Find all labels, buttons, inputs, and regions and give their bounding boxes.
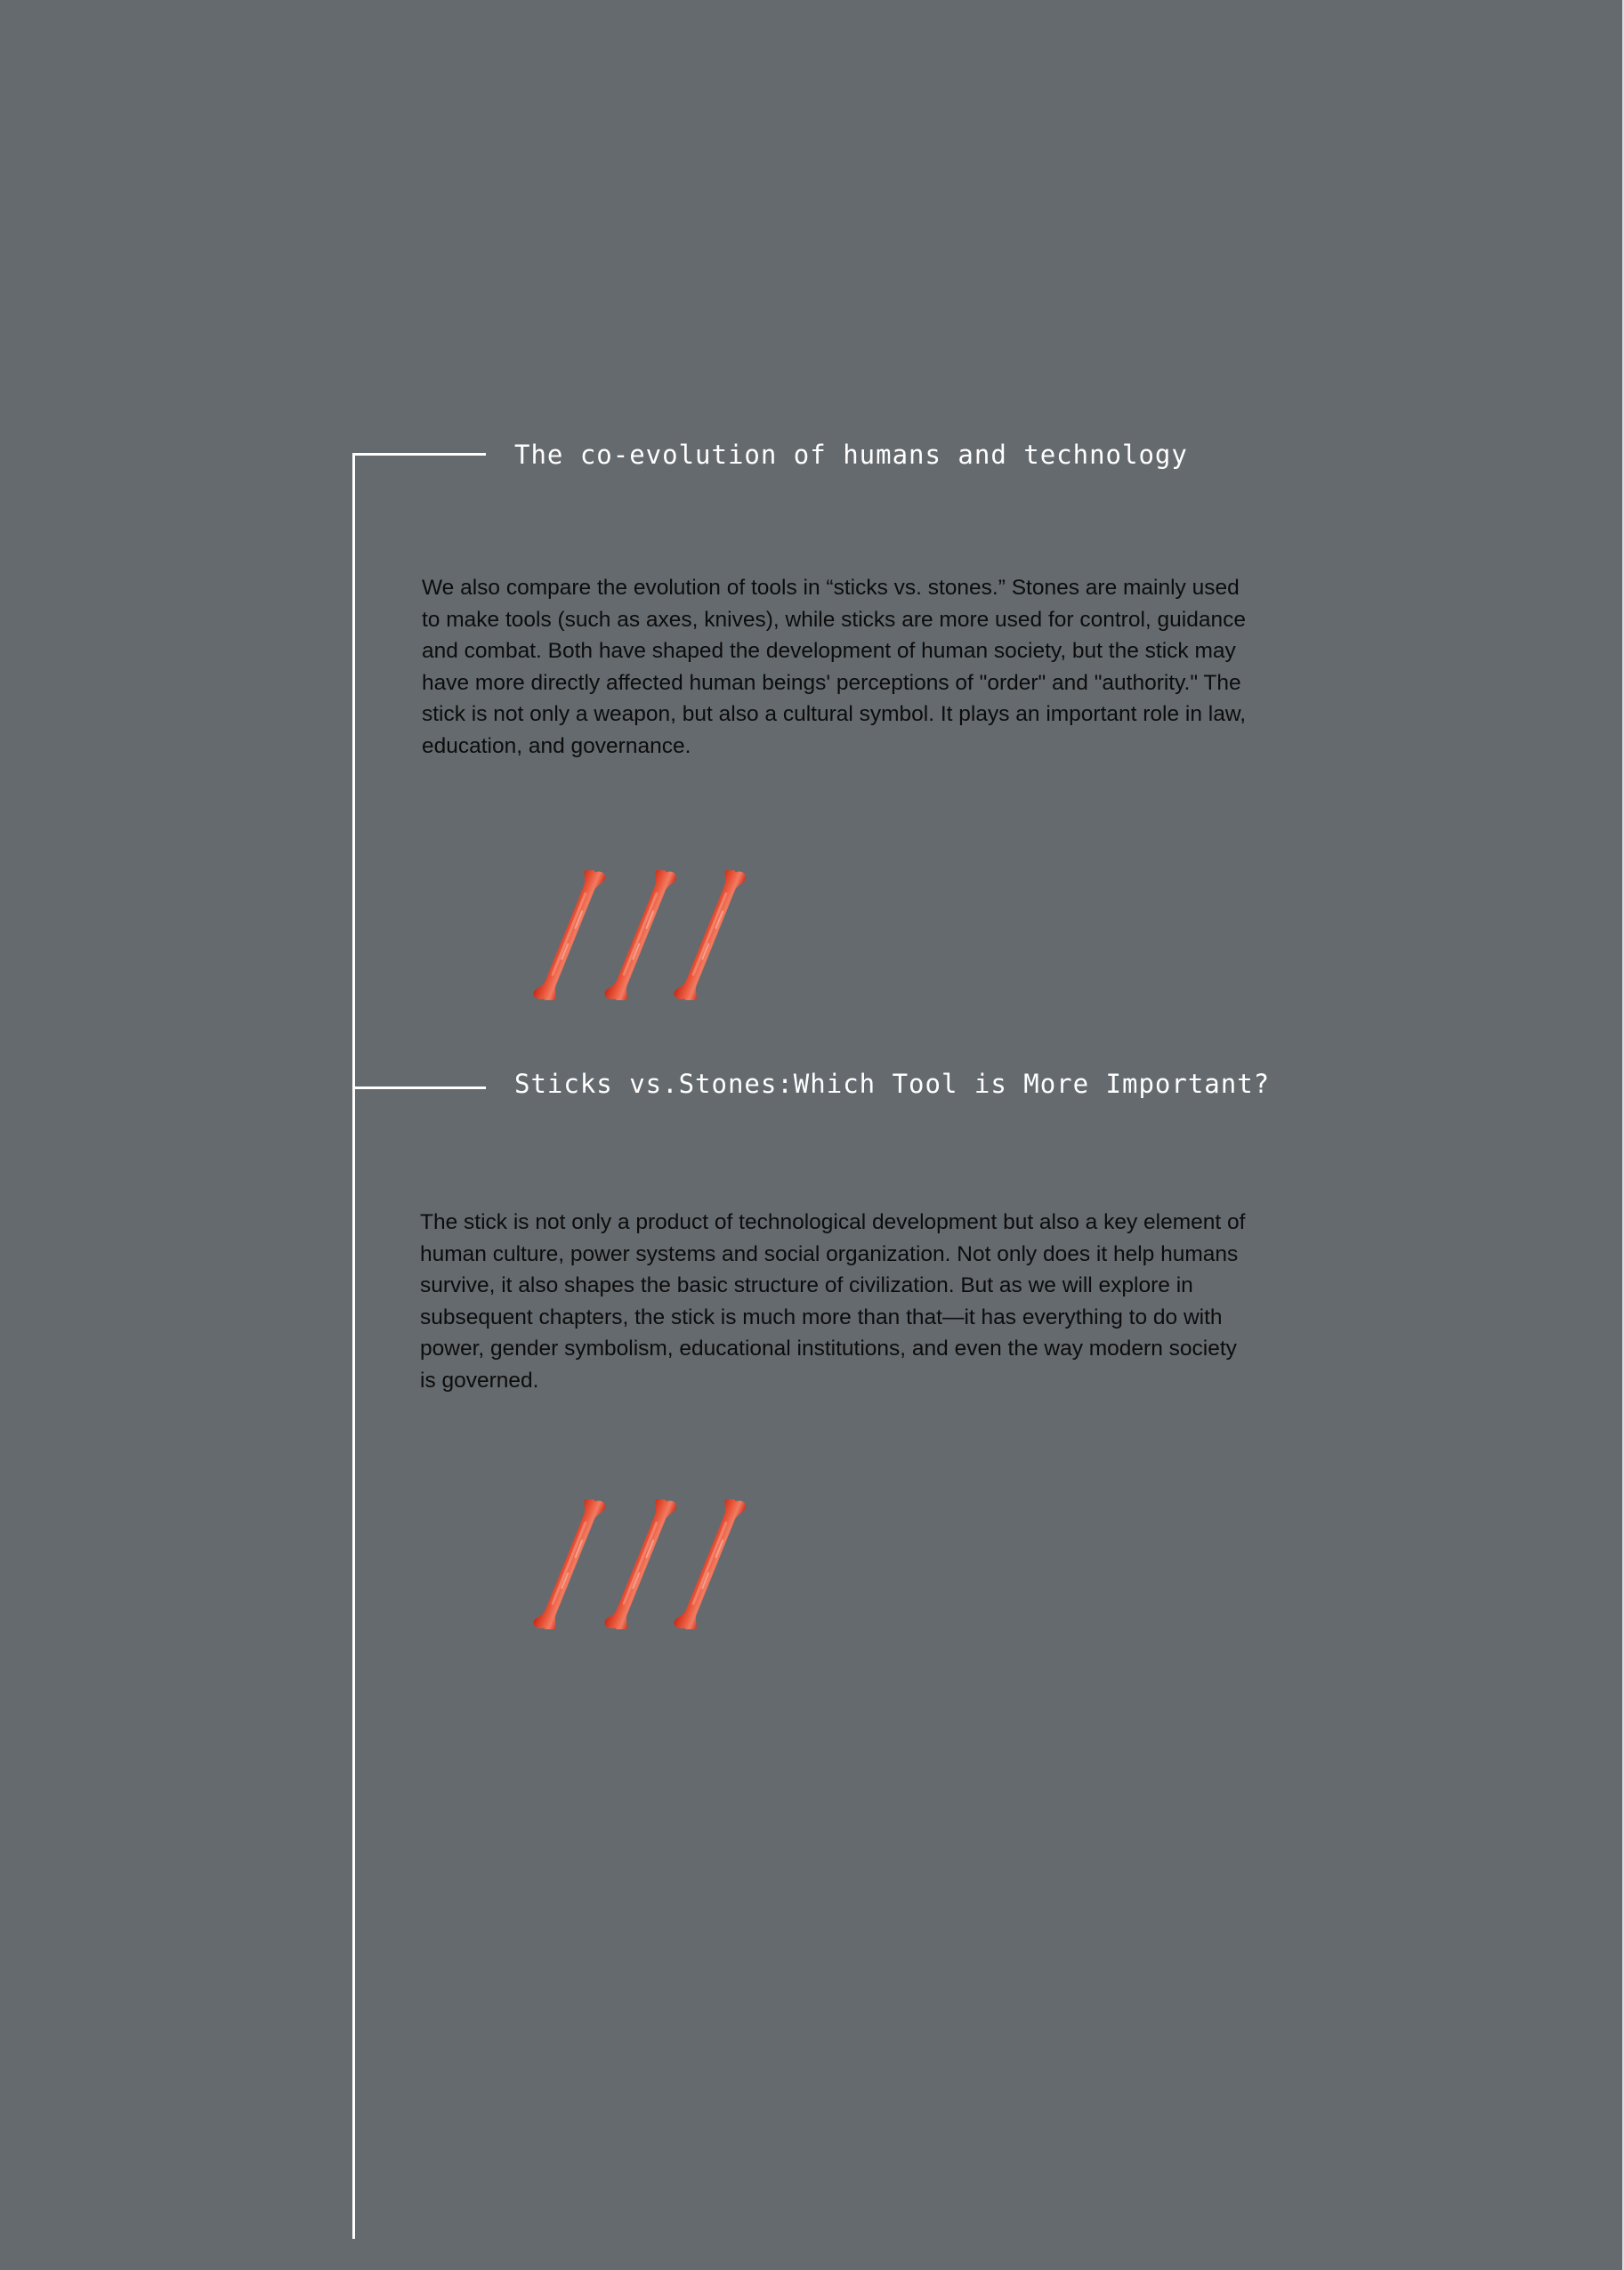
timeline-connector [352,1087,486,1089]
bone-icon [532,1499,607,1629]
bones-decoration [516,870,756,1000]
bones-decoration [516,1499,756,1629]
section-body: The stick is not only a product of technological development but also a key element of human culture, power systems and social organization. Not only does it help humans survive, it also shapes the basic structure of civilization. But as we will explore in subsequent chapters, the stick is much more than that—it has everything to do with power, gender symbolism, educational institutions, and even the way modern society is governed. [420,1210,1246,1393]
bone-icon [673,1499,747,1629]
section-title: The co-evolution of humans and technology [514,440,1188,470]
timeline-line [352,453,355,2239]
bone-icon [673,870,747,1000]
section-title: Sticks vs.Stones:Which Tool is More Important? [514,1069,1271,1099]
timeline-connector [352,453,486,456]
bone-icon [603,870,678,1000]
section-body: We also compare the evolution of tools in “sticks vs. stones.” Stones are mainly used to make tools (such as axes, knives), while sticks are more used for control, guidance and combat. Both have shaped the development of human society, but the stick may have more directly affected human beings' perceptions of "order" and "authority." The stick is not only a weapon, but also a cultural symbol. It plays an important role in law, education, and governance. [422,576,1247,758]
bone-icon [532,870,607,1000]
bone-icon [603,1499,678,1629]
